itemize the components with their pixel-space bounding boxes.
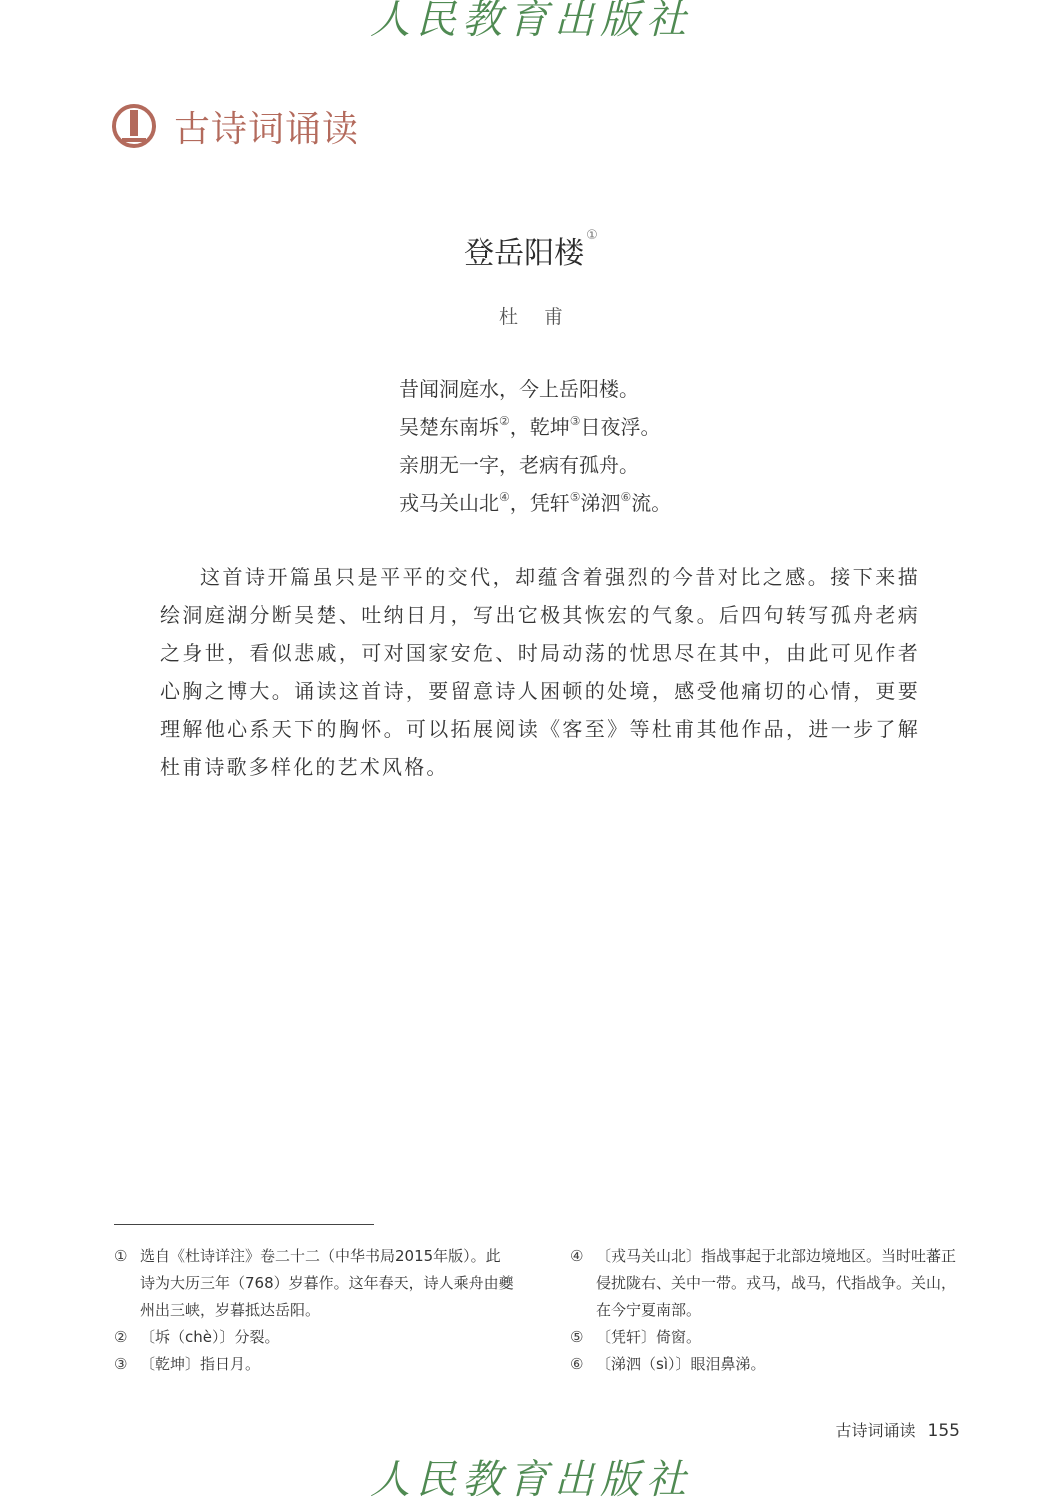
note-ref: ⑤ bbox=[569, 490, 581, 504]
note-ref: ② bbox=[499, 414, 510, 428]
poem-author: 杜甫 bbox=[498, 306, 589, 328]
footnotes-right bbox=[570, 1243, 970, 1378]
footnote: ④ 〔戎马关山北〕指战事起于北部边境地区。当时吐蕃正侵扰陇右、关中一带。戎马，战马，代指战争。关山，在今宁夏南部。 bbox=[570, 1247, 957, 1319]
footnote: ① 选自《杜诗详注》卷二十二（中华书局2015年版）。此诗为大历三年（768）岁暮作。这年春天，诗人乘舟由夔州出三峡，岁暮抵达岳阳。 bbox=[114, 1247, 514, 1319]
note-ref: ④ bbox=[499, 490, 510, 504]
note-ref: ⑥ bbox=[620, 490, 632, 504]
publisher-watermark-top: 人民教育出版社 bbox=[370, 0, 692, 43]
footnote: ③ 〔乾坤〕指日月。 bbox=[114, 1355, 261, 1373]
footnote-divider bbox=[114, 1224, 374, 1225]
page-footer bbox=[836, 1418, 960, 1441]
poem-line: 亲朋无一字，老病有孤舟。 bbox=[399, 453, 639, 477]
footnote: ⑤ 〔凭轩〕倚窗。 bbox=[570, 1328, 702, 1346]
section-emblem-icon bbox=[112, 104, 156, 148]
poem-line: 吴楚东南坼②，乾坤③日夜浮。 bbox=[399, 414, 661, 439]
footnotes-left bbox=[114, 1243, 514, 1378]
note-ref: ③ bbox=[569, 414, 581, 428]
poem-line: 昔闻洞庭水，今上岳阳楼。 bbox=[399, 377, 639, 401]
poem-title: 登岳阳楼① bbox=[464, 228, 598, 271]
commentary-paragraph: 这首诗开篇虽只是平平的交代，却蕴含着强烈的今昔对比之感。接下来描绘洞庭湖分断吴楚、吐纳日月，写出它极其恢宏的气象。后四句转写孤舟老病之身世，看似悲戚，可对国家安危、时局动荡的忧思尽在其中，由此可见作者心胸之博大。诵读这首诗，要留意诗人困顿的处境，感受他痛切的心情，更要理解他心系天下的胸怀。可以拓展阅读《客至》等杜甫其他作品，进一步了解杜甫诗歌多样化的艺术风格。 bbox=[160, 565, 920, 779]
section-title: 古诗词诵读 bbox=[174, 108, 360, 150]
publisher-watermark-bottom: 人民教育出版社 bbox=[370, 1457, 692, 1503]
page-number: 155 bbox=[927, 1421, 960, 1441]
poem-body bbox=[399, 370, 819, 522]
running-footer-title: 古诗词诵读 bbox=[835, 1421, 916, 1440]
footnote: ⑥ 〔涕泗（sì）〕眼泪鼻涕。 bbox=[570, 1355, 766, 1373]
poem-line: 戎马关山北④，凭轩⑤涕泗⑥流。 bbox=[399, 490, 672, 515]
section-header bbox=[112, 98, 359, 154]
poem-title-note-ref: ① bbox=[586, 228, 598, 243]
footnote: ② 〔坼（chè）〕分裂。 bbox=[114, 1328, 280, 1346]
